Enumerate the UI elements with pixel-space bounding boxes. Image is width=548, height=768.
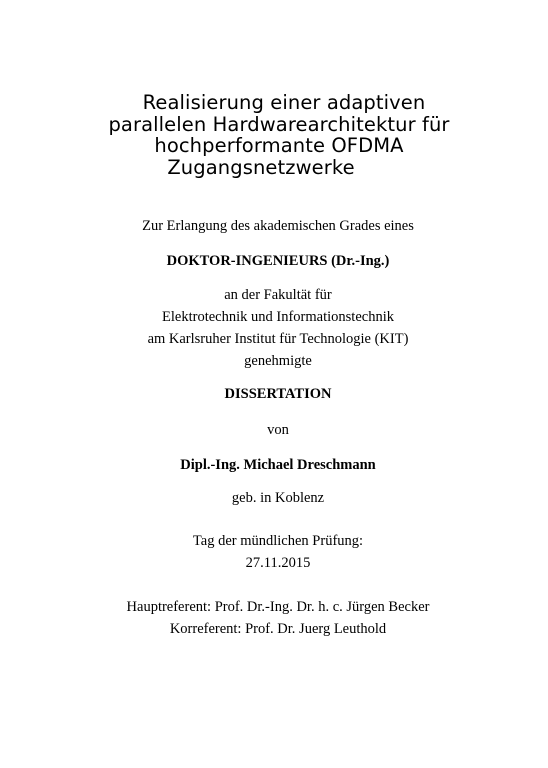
faculty-line-1: an der Fakultät für bbox=[224, 287, 332, 303]
degree-name: DOKTOR-INGENIEURS (Dr.-Ing.) bbox=[166, 253, 390, 269]
thesis-title bbox=[74, 92, 484, 178]
co-referee: Korreferent: Prof. Dr. Juerg Leuthold bbox=[169, 621, 387, 637]
birthplace: geb. in Koblenz bbox=[231, 490, 325, 506]
thesis-title-line-3: hochperformante OFDMA bbox=[154, 134, 404, 157]
author-name: Dipl.-Ing. Michael Dreschmann bbox=[180, 457, 376, 473]
exam-date: 27.11.2015 bbox=[245, 555, 311, 571]
faculty-line-4: genehmigte bbox=[244, 353, 312, 369]
exam-date-label: Tag der mündlichen Prüfung: bbox=[192, 533, 364, 549]
document-type: DISSERTATION bbox=[224, 386, 332, 402]
thesis-title-line-1: Realisierung einer adaptiven bbox=[142, 91, 426, 114]
thesis-title-line-2: parallelen Hardwarearchitektur für bbox=[108, 112, 450, 136]
faculty-line-3: am Karlsruher Institut für Technologie (KIT) bbox=[147, 331, 409, 347]
degree-intro: Zur Erlangung des akademischen Grades eines bbox=[142, 218, 414, 234]
main-referee: Hauptreferent: Prof. Dr.-Ing. Dr. h. c. Jürgen Becker bbox=[126, 599, 430, 615]
thesis-title-line-4: Zugangsnetzwerke bbox=[167, 155, 355, 179]
by-label: von bbox=[267, 422, 289, 438]
faculty-line-2: Elektrotechnik und Informationstechnik bbox=[162, 309, 394, 325]
